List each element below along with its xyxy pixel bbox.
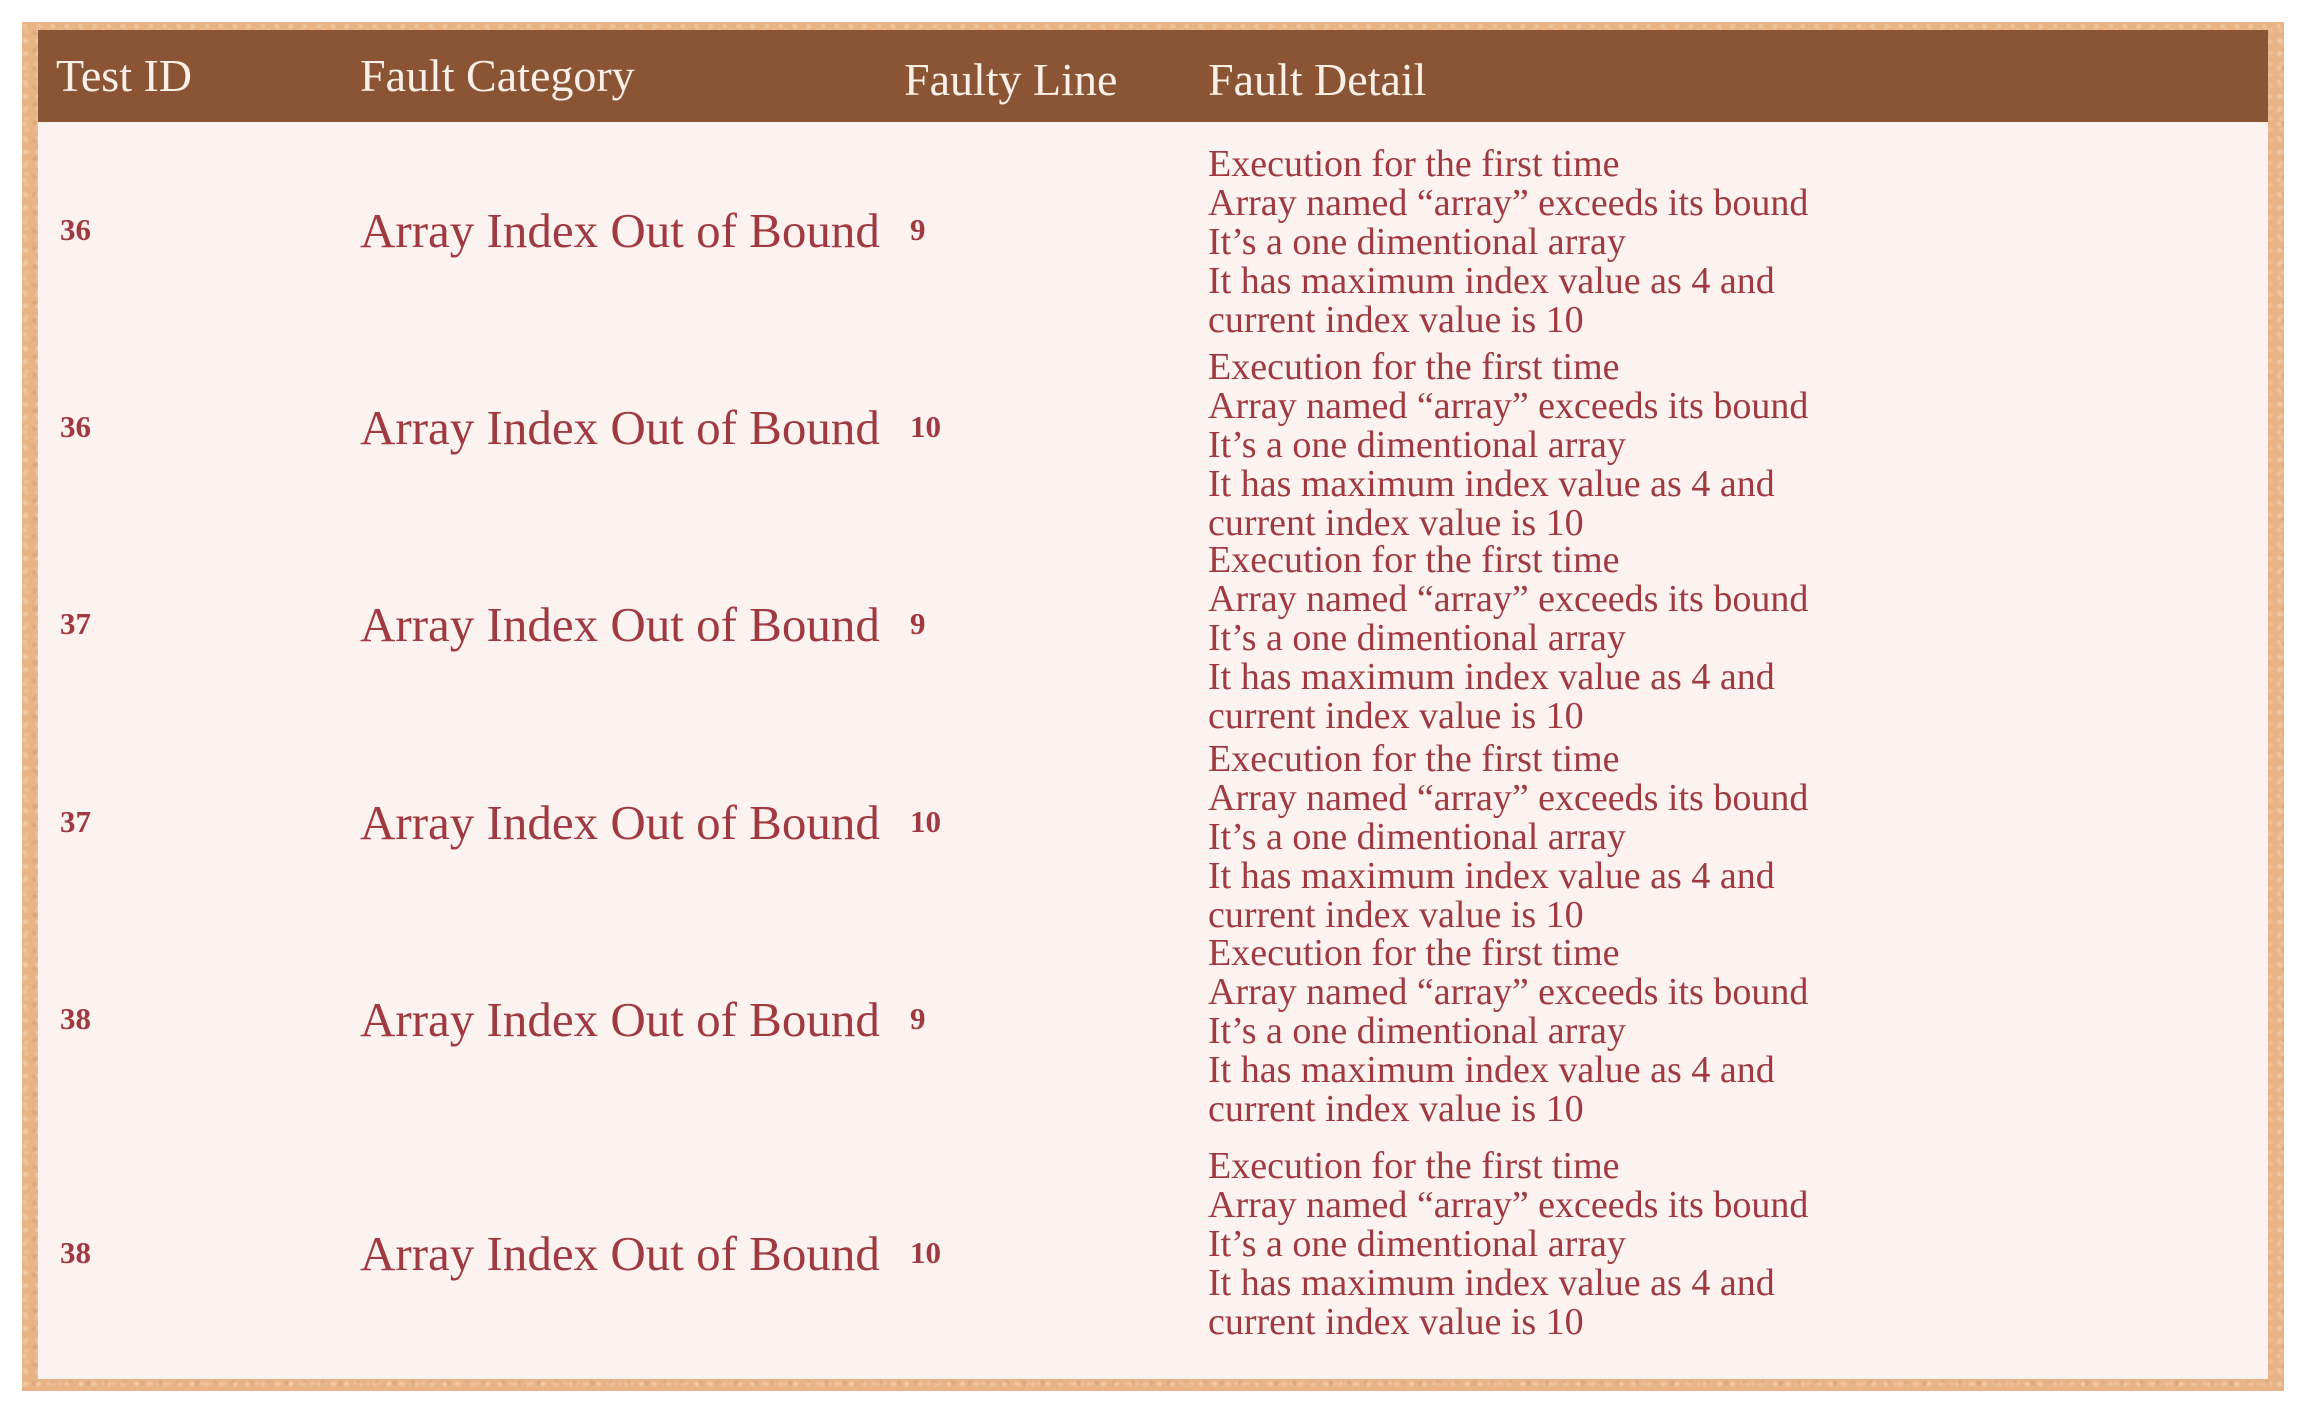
fault-detail-line: It has maximum index value as 4 and [1208, 1049, 1775, 1091]
faulty-line-cell: 9 [910, 1001, 926, 1036]
fault-detail-line: Array named “array” exceeds its bound [1208, 971, 1809, 1013]
fault-detail-line: Execution for the first time [1208, 1145, 1620, 1187]
header-faulty-line: Faulty Line [904, 54, 1118, 105]
fault-detail-line: It’s a one dimentional array [1208, 424, 1626, 466]
header-test-id: Test ID [56, 50, 193, 101]
fault-detail-line: Array named “array” exceeds its bound [1208, 1184, 1809, 1226]
fault-category-cell: Array Index Out of Bound [360, 992, 880, 1047]
fault-detail-line: It’s a one dimentional array [1208, 617, 1626, 659]
faulty-line-cell: 9 [910, 212, 926, 247]
fault-detail-cell [1208, 934, 1808, 1129]
fault-detail-line: current index value is 10 [1208, 1301, 1584, 1343]
fault-detail-line: Array named “array” exceeds its bound [1208, 578, 1809, 620]
fault-detail-line: Execution for the first time [1208, 346, 1620, 388]
fault-detail-line: Array named “array” exceeds its bound [1208, 385, 1809, 427]
faulty-line-cell: 10 [910, 804, 941, 839]
fault-detail-cell [1208, 348, 1808, 543]
faulty-line-cell: 9 [910, 606, 926, 641]
fault-detail-line: It has maximum index value as 4 and [1208, 260, 1775, 302]
fault-detail-cell [1208, 541, 1808, 736]
test-id-cell: 37 [60, 804, 91, 839]
fault-detail-line: It has maximum index value as 4 and [1208, 463, 1775, 505]
table-frame [22, 22, 2284, 1391]
header-fault-category: Fault Category [360, 50, 635, 101]
fault-detail-line: current index value is 10 [1208, 894, 1584, 936]
fault-detail-line: Execution for the first time [1208, 932, 1620, 974]
test-id-cell: 36 [60, 212, 91, 247]
fault-category-cell: Array Index Out of Bound [360, 400, 880, 455]
fault-category-cell: Array Index Out of Bound [360, 1226, 880, 1281]
test-id-cell: 36 [60, 409, 91, 444]
fault-table [38, 30, 2268, 1379]
fault-category-cell: Array Index Out of Bound [360, 203, 880, 258]
test-id-cell: 38 [60, 1235, 91, 1270]
test-id-cell: 38 [60, 1001, 91, 1036]
fault-detail-cell [1208, 145, 1808, 340]
faulty-line-cell: 10 [910, 1235, 941, 1270]
fault-detail-line: It’s a one dimentional array [1208, 1010, 1626, 1052]
fault-detail-line: It has maximum index value as 4 and [1208, 656, 1775, 698]
fault-detail-cell [1208, 1147, 1808, 1342]
fault-category-cell: Array Index Out of Bound [360, 795, 880, 850]
fault-detail-line: It’s a one dimentional array [1208, 816, 1626, 858]
faulty-line-cell: 10 [910, 409, 941, 444]
fault-detail-line: Execution for the first time [1208, 143, 1620, 185]
test-id-cell: 37 [60, 606, 91, 641]
table-header-row [38, 30, 2268, 122]
fault-category-cell: Array Index Out of Bound [360, 597, 880, 652]
fault-detail-line: Array named “array” exceeds its bound [1208, 182, 1809, 224]
fault-detail-line: It has maximum index value as 4 and [1208, 1262, 1775, 1304]
fault-detail-line: It’s a one dimentional array [1208, 1223, 1626, 1265]
fault-detail-line: current index value is 10 [1208, 299, 1584, 341]
fault-detail-line: It’s a one dimentional array [1208, 221, 1626, 263]
fault-detail-line: current index value is 10 [1208, 695, 1584, 737]
fault-detail-line: current index value is 10 [1208, 502, 1584, 544]
fault-detail-line: Execution for the first time [1208, 539, 1620, 581]
fault-detail-line: Execution for the first time [1208, 738, 1620, 780]
fault-detail-line: It has maximum index value as 4 and [1208, 855, 1775, 897]
header-fault-detail: Fault Detail [1208, 54, 1427, 105]
fault-detail-line: current index value is 10 [1208, 1088, 1584, 1130]
fault-detail-line: Array named “array” exceeds its bound [1208, 777, 1809, 819]
fault-detail-cell [1208, 740, 1808, 935]
